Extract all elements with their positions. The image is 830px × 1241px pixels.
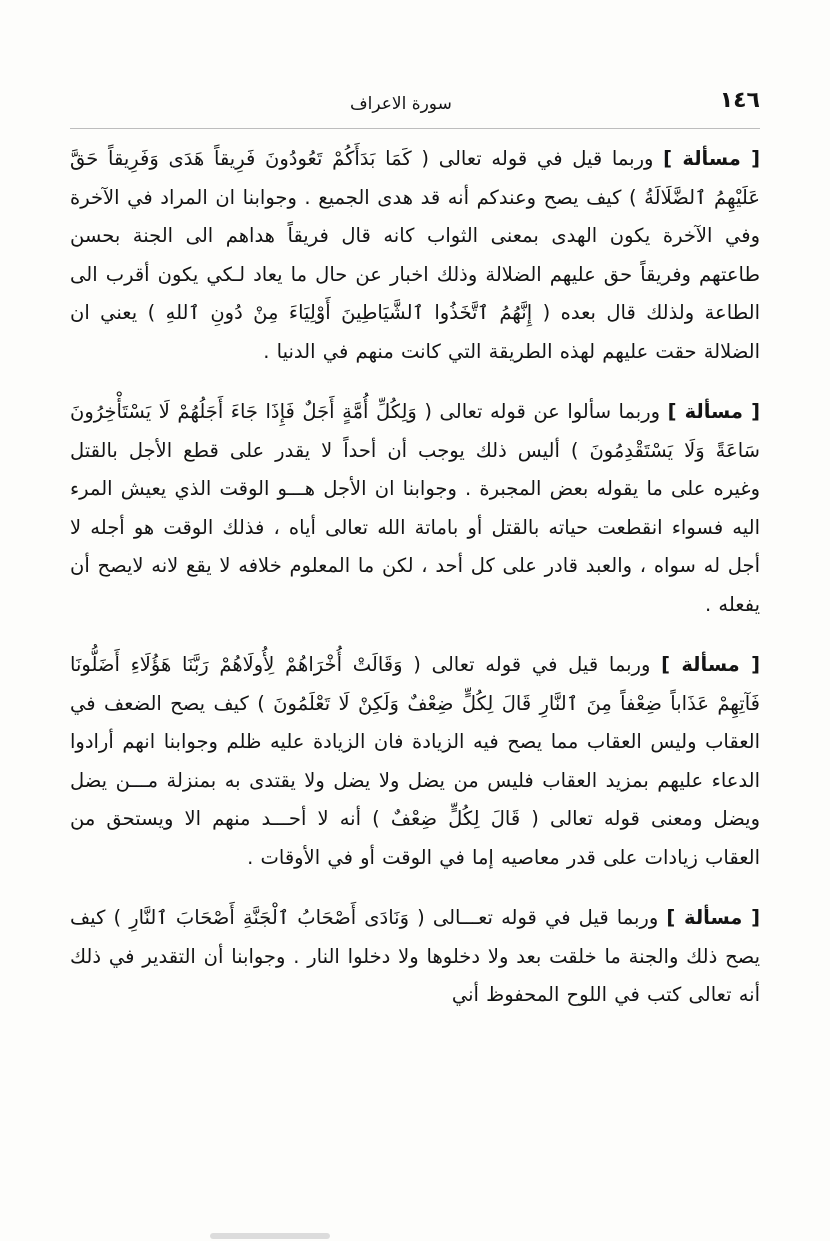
question-label: [ مسألة ]	[666, 906, 760, 929]
page-number: ١٤٦	[719, 88, 760, 113]
question-text: وربما قيل في قوله تعالى ( وَقَالَتْ أُخْرَاهُمْ لِأُولَاهُمْ رَبَّنَا هَؤُلَاءِ أَضَلُّونَا فَآتِهِمْ عَذَاباً ضِعْفاً مِنَ ٱلنَّارِ قَالَ لِكُلٍّ ضِعْفٌ وَلَكِنْ لَا تَعْلَمُونَ ) كيف يصح الضعف في العقاب وليس العقاب مما يصح فيه الزيادة فان الزيادة عليه ظلم وجوابنا انهم أرادوا الدعاء عليهم بمزيد العقاب فليس من يضل ولا يضل ولا يقتدى به بمنزلة مـــن يضل ويضل ومعنى قوله تعالى ( قَالَ لِكُلٍّ ضِعْفٌ ) أنه لا أحـــد منهم الا ويستحق من العقاب زيادات على قدر معاصيه إما في الوقت أو في الأوقات .	[70, 653, 760, 869]
question-entry	[70, 393, 760, 624]
question-entry	[70, 899, 760, 1015]
scan-shadow	[210, 1233, 330, 1239]
question-entry	[70, 646, 760, 877]
question-entry	[70, 140, 760, 371]
question-text: وربما قيل في قوله تعالى ( كَمَا بَدَأَكُمْ تَعُودُونَ فَرِيقاً هَدَى وَفَرِيقاً حَقَّ عَلَيْهِمُ ٱلضَّلَالَةُ ) كيف يصح وعندكم أنه قد هدى الجميع . وجوابنا ان المراد في الآخرة وفي الآخرة يكون الهدى بمعنى الثواب كانه قال فريقاً هداهم الى الجنة بحسن طاعتهم وفريقاً حق عليهم الضلالة وذلك اخبار عن حال ما يعاد لـكي يكون أقرب الى الطاعة ولذلك قال بعده ( إِنَّهُمُ ٱتَّخَذُوا ٱلشَّيَاطِينَ أَوْلِيَاءَ مِنْ دُونِ ٱللهِ ) يعني ان الضلالة حقت عليهم لهذه الطريقة التي كانت منهم في الدنيا .	[70, 147, 760, 363]
running-title: سورة الاعراف	[350, 94, 452, 114]
page-header	[70, 88, 760, 128]
header-divider	[70, 128, 760, 129]
question-label: [ مسألة ]	[661, 653, 760, 676]
question-label: [ مسألة ]	[663, 147, 760, 170]
question-text: وربما قيل في قوله تعـــالى ( وَنَادَى أَصْحَابُ ٱلْجَنَّةِ أَصْحَابَ ٱلنَّارِ ) كيف يصح ذلك والجنة ما خلقت بعد ولا دخلوها ولا دخلوا النار . وجوابنا أن التقدير في ذلك أنه تعالى كتب في اللوح المحفوظ أني	[70, 906, 760, 1006]
question-text: وربما سألوا عن قوله تعالى ( وَلِكُلِّ أُمَّةٍ أَجَلٌ فَإِذَا جَاءَ أَجَلُهُمْ لَا يَسْتَأْخِرُونَ سَاعَةً وَلَا يَسْتَقْدِمُونَ ) أليس ذلك يوجب أن أحداً لا يقدر على قطع الأجل بالقتل وغيره على ما يقوله بعض المجبرة . وجوابنا ان الأجل هـــو الوقت الذي يعيش المرء اليه فسواء انقطعت حياته بالقتل أو باماتة الله تعالى أياه ، فذلك الوقت هو أجله لا أجل له سواه ، والعبد قادر على كل أحد ، لكن ما المعلوم خلافه لا يقع لانه لايصح أن يفعله .	[70, 400, 760, 616]
question-label: [ مسألة ]	[667, 400, 760, 423]
page-body	[70, 140, 760, 1015]
